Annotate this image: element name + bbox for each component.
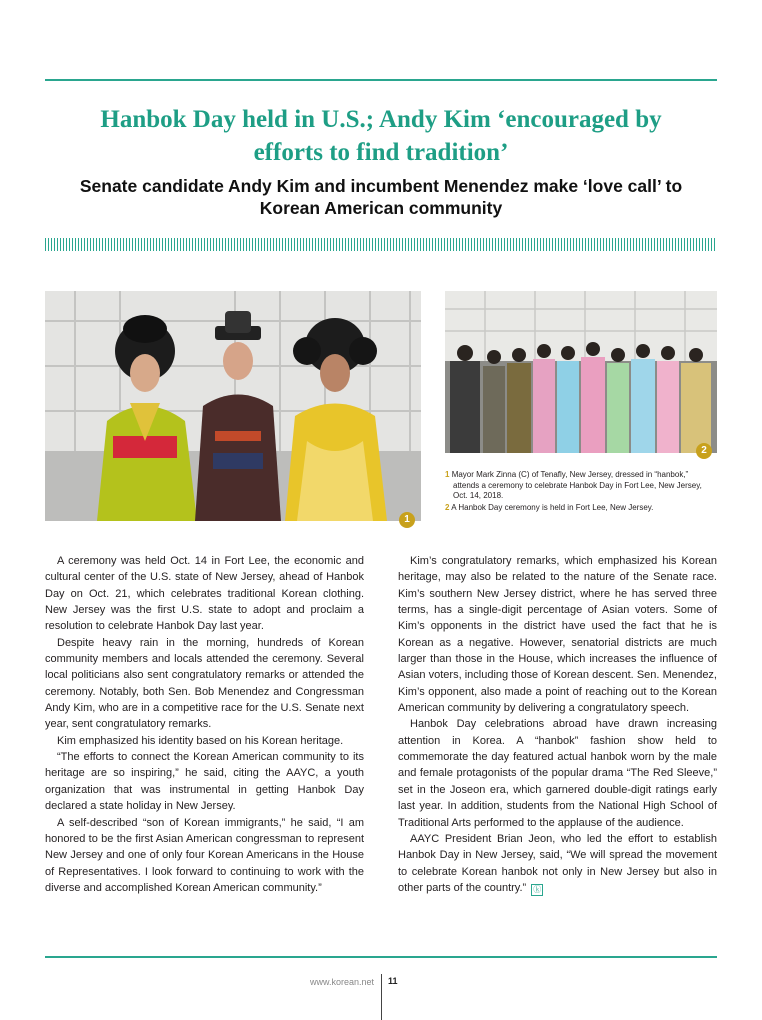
- footer-website-link[interactable]: www.korean.net: [309, 977, 374, 987]
- photo-ceremony-crowd: [445, 291, 717, 453]
- photo-hanbok-trio: [45, 291, 421, 521]
- headline: [60, 103, 702, 169]
- footer-separator: [381, 974, 382, 1020]
- body-paragraph-text: AAYC President Brian Jeon, who led the effort to establish Hanbok Day in New Jersey, said, “We will spread the movement to celebrate Korean hanbok not only in New Jersey but also in other parts of the country.”: [398, 832, 717, 894]
- caption-1: [445, 470, 717, 502]
- body-paragraph: Kim’s congratulatory remarks, which emphasized his Korean heritage, may also be related to the nature of the Senate race. Kim’s southern New Jersey district, where he has served three terms, has a single-digit percentage of Asian voters. Some of Kim’s opponents in the district have used the fact that he is Korean as a negative. However, senatorial districts are much larger than those in the House, which increases the influence of Asian voters, including those of Korean descent. Sen. Menendez, Kim’s opponent, also made a point of reaching out to the Korean American community by delivering a congratulatory speech.: [398, 555, 717, 715]
- caption-text: attends a ceremony to celebrate Hanbok Day in Fort Lee, New Jersey,: [453, 480, 702, 490]
- subhead-line-1: Senate candidate Andy Kim and incumbent Menendez make ‘love call’ to: [79, 176, 683, 196]
- photo-number-badge-2: 2: [696, 443, 712, 459]
- body-column-right: [398, 553, 717, 896]
- end-of-article-icon: ⓚ: [533, 884, 542, 894]
- decorative-hatch-divider: [45, 238, 717, 251]
- body-paragraph: Hanbok Day celebrations abroad have drawn increasing attention in Korea. A “hanbok” fashion show held to commemorate the day featured actual hanbok worn by the male and female protagonists of the popular drama “The Red Sleeve,” set in the Joseon era, which garnered double-digit ratings early last year. In addition, students from the National High School of Traditional Arts performed to the applause of the audience.: [398, 718, 717, 829]
- body-paragraph: “The efforts to connect the Korean American community to its heritage are so inspiring,” he said, citing the AAYC, a youth organization that was instrumental in getting Hanbok Day declared a state holiday in New Jersey.: [45, 751, 364, 813]
- subhead-line-2: Korean American community: [259, 198, 503, 218]
- caption-number: 1: [445, 470, 450, 479]
- body-paragraph: Despite heavy rain in the morning, hundreds of Korean community members and locals attended the ceremony. Several local politicians also sent congratulatory remarks or attended the ceremony. Notably, both Sen. Bob Menendez and Congressman Andy Kim, who are in a competitive race for the U.S. Senate next year, sent congratulatory remarks.: [45, 636, 364, 731]
- caption-text: Oct. 14, 2018.: [453, 491, 504, 500]
- photo-number-badge-1: 1: [399, 512, 415, 528]
- body-paragraph: [398, 831, 717, 896]
- body-paragraph: A self-described “son of Korean immigrants,” he said, “I am honored to be the first Asian American congressman to represent New Jersey and one of only four Korean Americans in the House of Representatives. I look forward to continuing to work with the diverse and accomplished Korean American community.”: [45, 816, 364, 894]
- body-column-left: [45, 553, 364, 896]
- body-paragraph: Kim emphasized his identity based on his Korean heritage.: [57, 734, 344, 747]
- page-number: 11: [388, 976, 398, 986]
- photo-ceremony-crowd-illustration: [445, 291, 717, 453]
- photo-captions: [445, 470, 717, 514]
- photo-hanbok-trio-illustration: [45, 291, 421, 521]
- top-rule: [45, 79, 717, 81]
- subheadline: [60, 175, 702, 219]
- caption-2: [445, 503, 717, 514]
- caption-number: 2: [445, 502, 450, 512]
- bottom-rule: [45, 956, 717, 958]
- body-paragraph: A ceremony was held Oct. 14 in Fort Lee, the economic and cultural center of the U.S. state of New Jersey, ahead of Hanbok Day on Oct. 21, which celebrates traditional Korean clothing. New Jersey was the first U.S. state to adopt and proclaim a resolution to celebrate Hanbok Day last year.: [45, 555, 364, 633]
- headline-line-2: efforts to find tradition’: [253, 139, 509, 166]
- caption-text: A Hanbok Day ceremony is held in Fort Lee, New Jersey.: [451, 502, 654, 512]
- caption-text: Mayor Mark Zinna (C) of Tenafly, New Jersey, dressed in “hanbok,”: [451, 470, 689, 479]
- headline-line-1: Hanbok Day held in U.S.; Andy Kim ‘encouraged by: [100, 106, 662, 133]
